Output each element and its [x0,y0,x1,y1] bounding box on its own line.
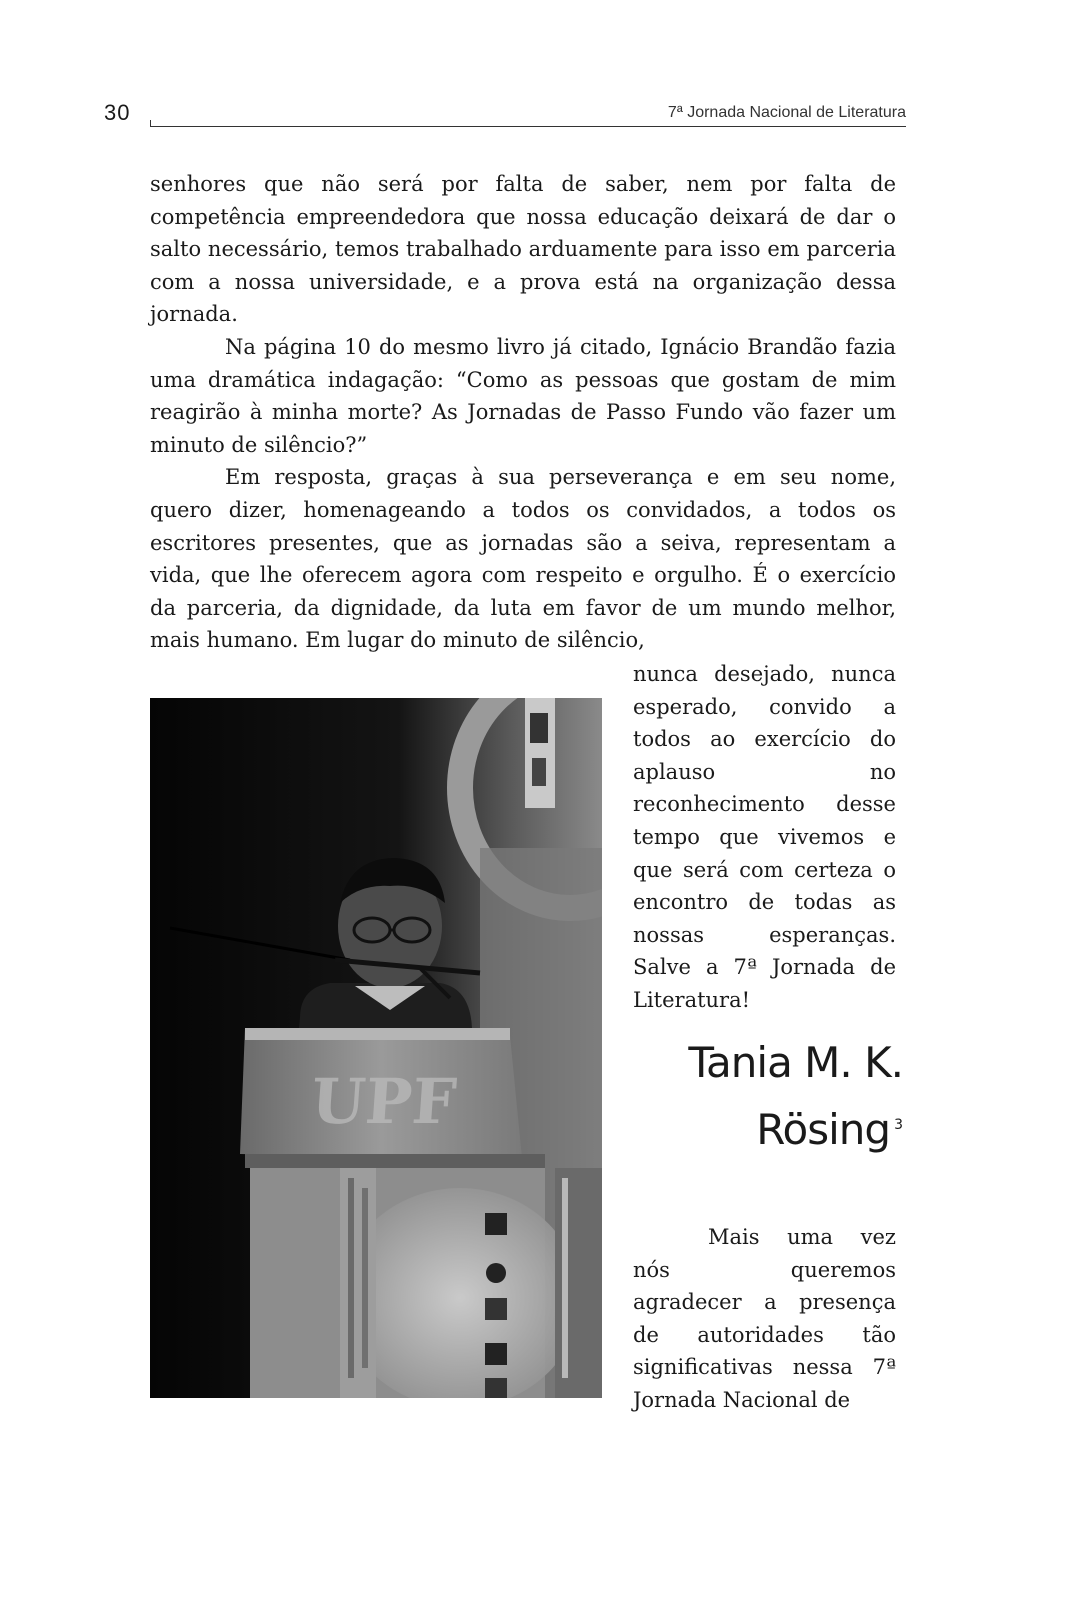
lectern-logo: UPF [308,1065,459,1138]
author-name-line-2: Rösing [756,1105,891,1154]
author-name [633,1032,903,1161]
page-number: 30 [104,100,131,125]
side-paragraph-top: nunca desejado, nunca esperado, convido a todos ao exercício do aplauso no reconhecimento desse tempo que vivemos e que será com certeza o encontro de todas as nossas esperanças. Salve a 7ª Jornada de Literatura! [633,662,896,1012]
side-column-bottom [633,1221,896,1417]
running-header: 7ª Jornada Nacional de Literatura [667,104,906,121]
header-rule [150,126,906,127]
paragraph-3: Em resposta, graças à sua perseverança e em seu nome, quero dizer, homenageando a todos os convidados, a todos os escritores presentes, que as jornadas são a seiva, representam a vida, que lhe oferecem agora com respeito e orgulho. É o exercício da parceria, da dignidade, da luta em favor de um mundo melhor, mais humano. Em lugar do minuto de silêncio, [150,465,896,653]
paragraph-1: senhores que não será por falta de saber, nem por falta de competência empreendedora que nossa educação deixará de dar o salto necessário, temos trabalhado arduamente para isso em parceria com a nossa universidade, e a prova está na organização dessa jornada. [150,172,896,327]
speaker-photo [150,698,602,1398]
body-text [150,168,896,657]
side-column-top [633,658,896,1017]
side-paragraph-bottom: Mais uma vez nós queremos agradecer a presença de autoridades tão significativas nessa 7ª Jornada Nacional de [633,1225,896,1412]
author-name-line-1: Tania M. K. [688,1038,903,1087]
header-tick [150,120,151,127]
footnote-marker[interactable]: 3 [894,1117,903,1133]
paragraph-2: Na página 10 do mesmo livro já citado, Ignácio Brandão fazia uma dramática indagação: “Como as pessoas que gostam de mim reagirão à minha morte? As Jornadas de Passo Fundo vão fazer um minuto de silêncio?” [150,334,896,457]
